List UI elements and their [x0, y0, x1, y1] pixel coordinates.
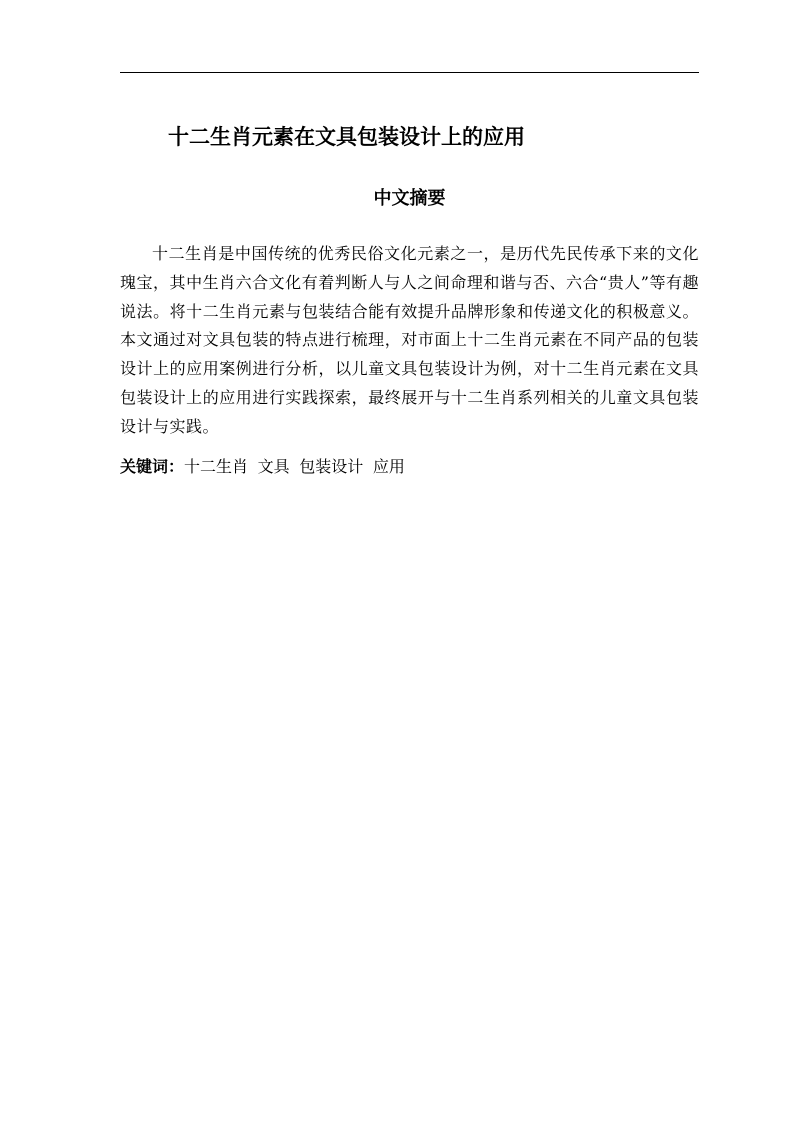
- abstract-heading: 中文摘要: [373, 188, 446, 209]
- document-title: 十二生肖元素在文具包装设计上的应用: [168, 125, 525, 149]
- abstract-body: 十二生肖是中国传统的优秀民俗文化元素之一，是历代先民传承下来的文化瑰宝，其中生肖六合文化有着判断人与人之间命理和谐与否、六合“贵人”等有趣说法。将十二生肖元素与包装结合能有效提升品牌形象和传递文化的积极意义。本文通过对文具包装的特点进行梳理，对市面上十二生肖元素在不同产品的包装设计上的应用案例进行分析，以儿童文具包装设计为例，对十二生肖元素在文具包装设计上的应用进行实践探索，最终展开与十二生肖系列相关的儿童文具包装设计与实践。: [120, 244, 699, 436]
- keyword: 文具: [257, 457, 290, 476]
- keyword: 十二生肖: [184, 457, 249, 476]
- header-rule: [120, 72, 699, 73]
- keyword: 包装设计: [299, 457, 364, 476]
- keywords-line: [120, 455, 699, 479]
- keyword: 应用: [372, 457, 405, 476]
- keywords-label: 关键词：: [120, 457, 185, 476]
